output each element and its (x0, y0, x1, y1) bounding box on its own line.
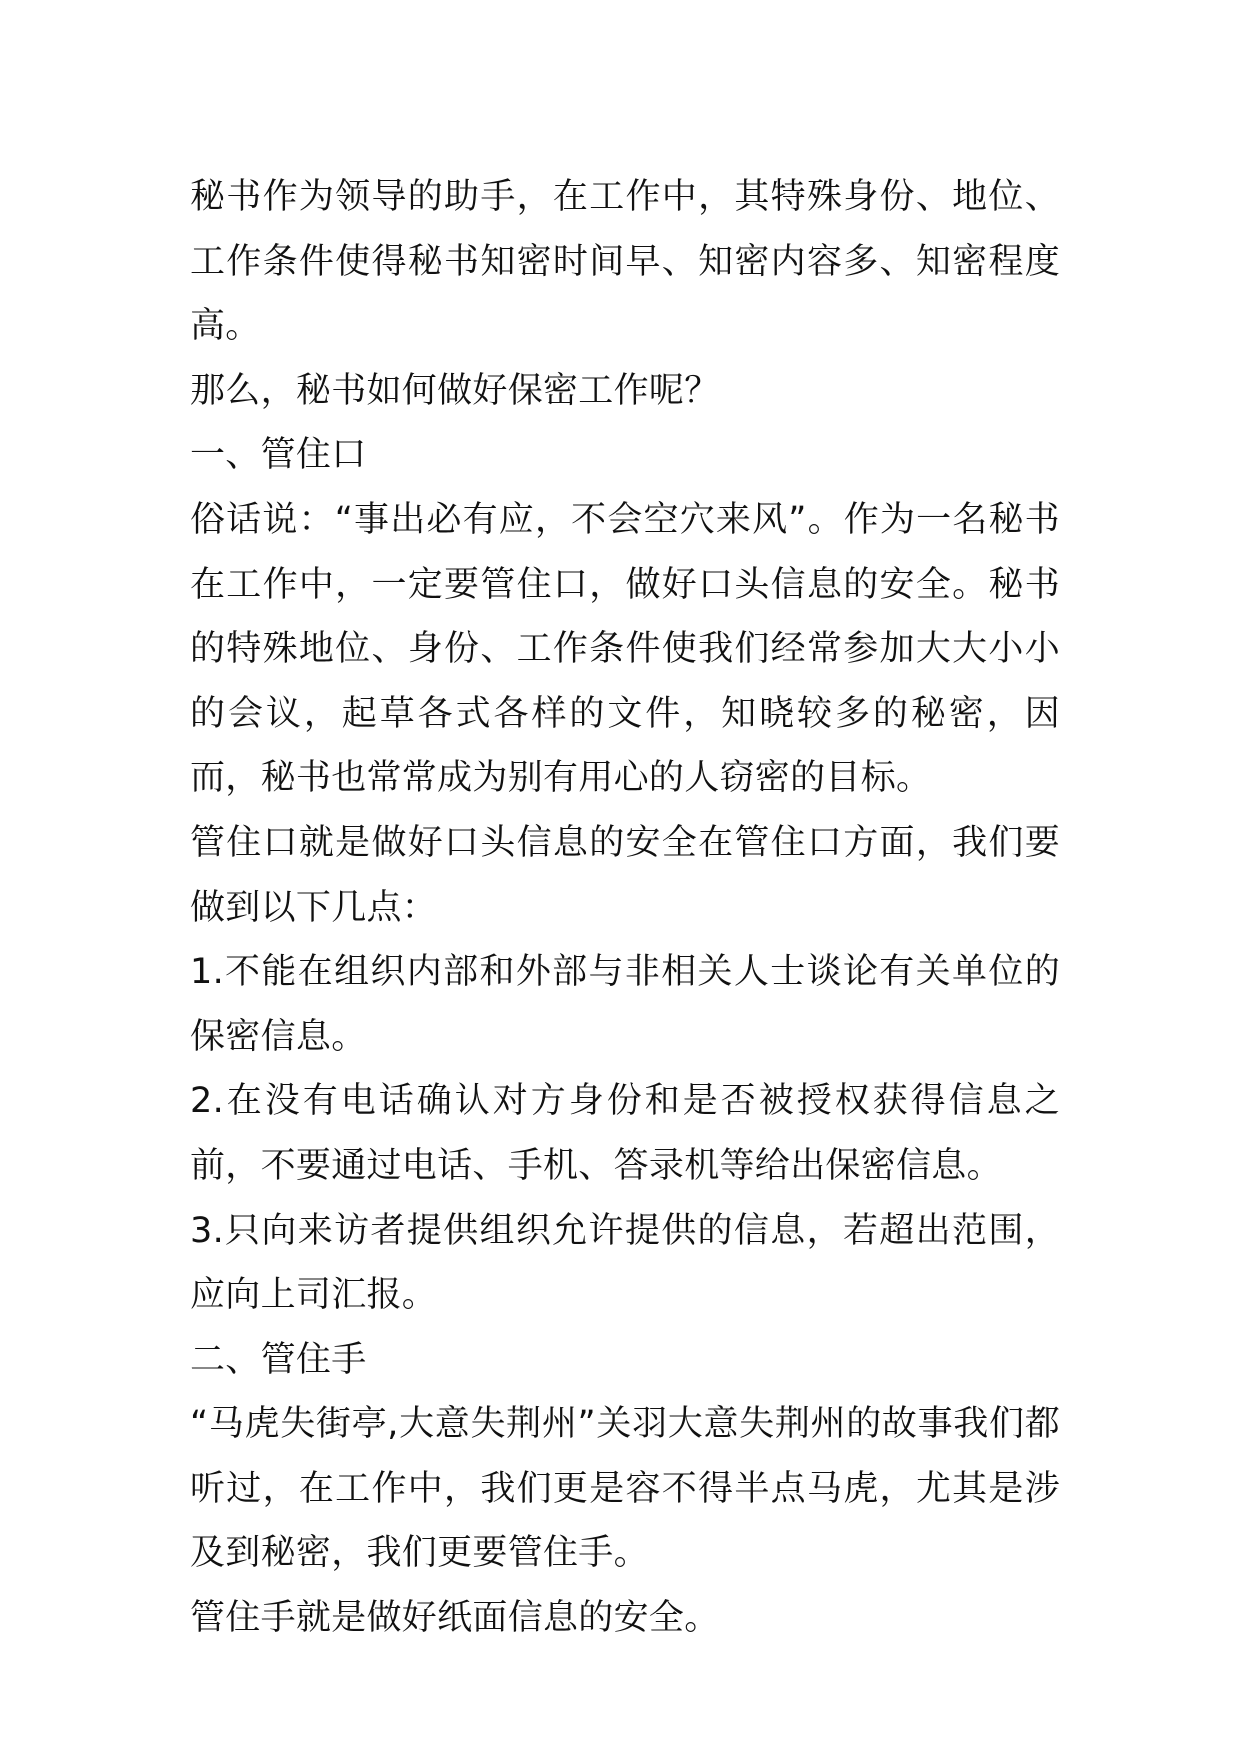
paper-security-paragraph: 管住手就是做好纸面信息的安全。 (190, 1598, 720, 1639)
document-page (190, 165, 1060, 1651)
section-heading-hand: 二、管住手 (190, 1339, 367, 1380)
section-heading-mouth: 一、管住口 (190, 435, 367, 476)
intro-paragraph: 秘书作为领导的助手，在工作中，其特殊身份、地位、工作条件使得秘书知密时间早、知密内容多、知密程度高。 (190, 177, 1060, 347)
list-item-2: 2.在没有电话确认对方身份和是否被授权获得信息之前，不要通过电话、手机、答录机等给出保密信息。 (190, 1081, 1060, 1186)
story-paragraph: “马虎失街亭,大意失荆州”关羽大意失荆州的故事我们都听过，在工作中，我们更是容不得半点马虎，尤其是涉及到秘密，我们更要管住手。 (190, 1404, 1060, 1574)
list-item-3: 3.只向来访者提供组织允许提供的信息，若超出范围，应向上司汇报。 (190, 1210, 1060, 1316)
proverb-paragraph: 俗话说：“事出必有应，不会空穴来风”。作为一名秘书在工作中，一定要管住口，做好口头信息的安全。秘书的特殊地位、身份、工作条件使我们经常参加大大小小的会议，起草各式各样的文件，知晓较多的秘密，因而，秘书也常常成为别有用心的人窃密的目标。 (190, 499, 1060, 799)
list-item-1: 1.不能在组织内部和外部与非相关人士谈论有关单位的保密信息。 (190, 952, 1060, 1057)
oral-security-paragraph: 管住口就是做好口头信息的安全在管住口方面，我们要做到以下几点： (190, 822, 1060, 928)
question-paragraph: 那么，秘书如何做好保密工作呢？ (190, 370, 720, 411)
